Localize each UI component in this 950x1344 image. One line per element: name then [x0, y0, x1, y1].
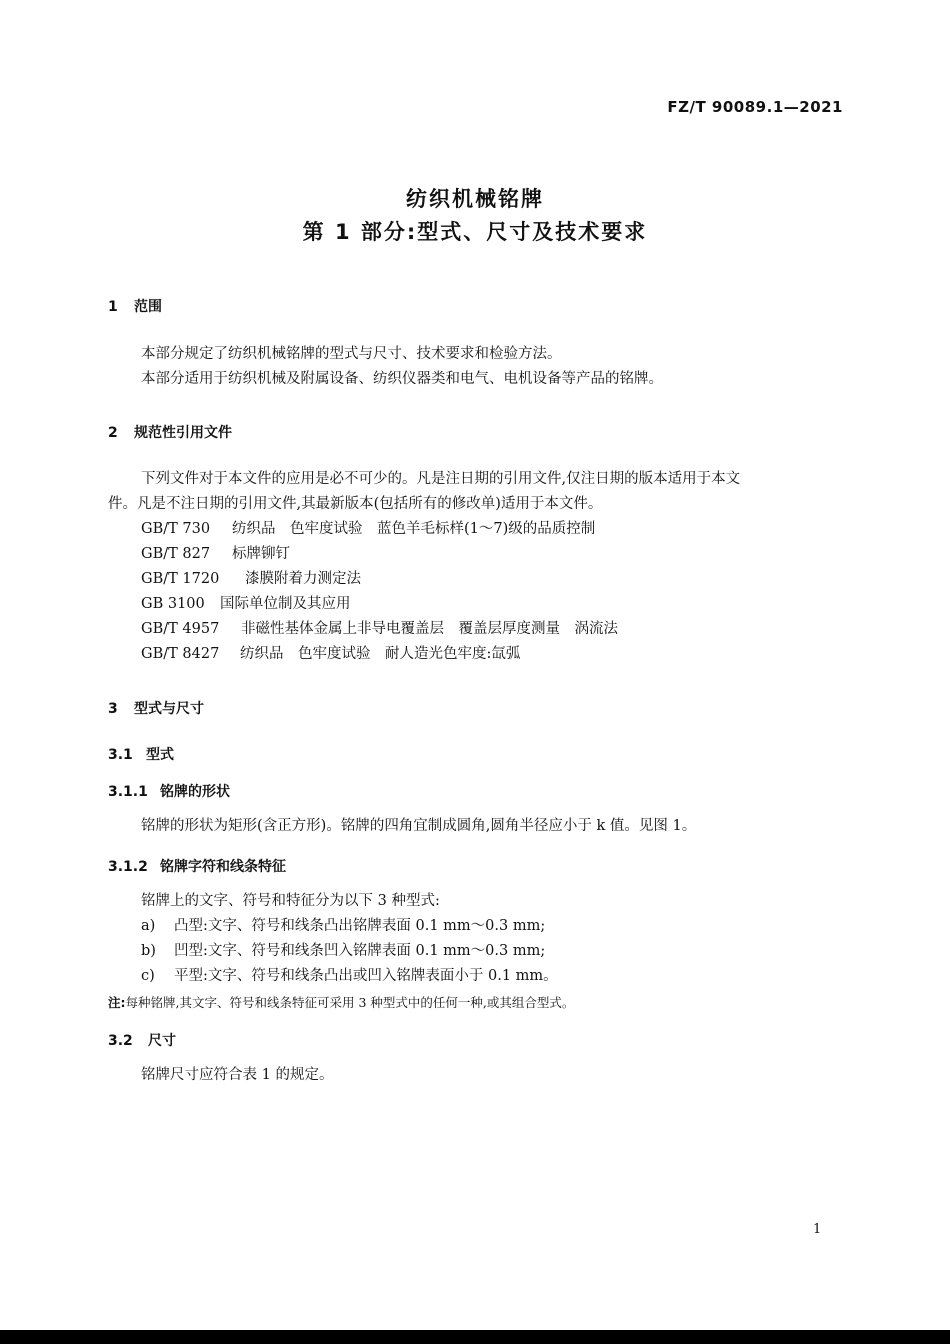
reference-title: 国际单位制及其应用 — [220, 596, 351, 612]
character-intro-paragraph: 铭牌上的文字、符号和特征分为以下 3 种型式: — [141, 893, 440, 909]
reference-code: GB 3100 — [141, 596, 205, 612]
normative-paragraph-line-1: 下列文件对于本文件的应用是必不可少的。凡是注日期的引用文件,仅注日期的版本适用于本文 — [141, 471, 741, 487]
note-label: 注: — [108, 995, 126, 1010]
reference-item — [141, 542, 290, 563]
reference-item — [141, 567, 361, 588]
reference-item — [141, 617, 618, 638]
list-marker: a) — [141, 918, 156, 934]
section-title: 铭牌的形状 — [160, 784, 230, 800]
section-number: 3.1 — [108, 747, 133, 763]
standard-code: FZ/T 90089.1—2021 — [667, 98, 843, 116]
section-number: 3.1.2 — [108, 859, 148, 875]
note — [108, 993, 574, 1011]
section-title: 铭牌字符和线条特征 — [160, 859, 286, 875]
reference-code: GB/T 827 — [141, 546, 211, 562]
section-3-2-heading — [108, 1030, 176, 1050]
bottom-border — [0, 1330, 950, 1344]
note-text: 每种铭牌,其文字、符号和线条特征可采用 3 种型式中的任何一种,或其组合型式。 — [125, 995, 575, 1010]
section-3-heading — [108, 698, 204, 718]
reference-title: 标牌铆钉 — [232, 546, 290, 562]
document-subtitle: 第 1 部分:型式、尺寸及技术要求 — [302, 220, 648, 244]
section-number: 3.2 — [108, 1033, 133, 1049]
reference-title: 纺织品 色牢度试验 蓝色羊毛标样(1～7)级的品质控制 — [232, 521, 596, 537]
list-item — [141, 939, 545, 960]
reference-code: GB/T 8427 — [141, 646, 220, 662]
normative-paragraph-line-2: 件。凡是不注日期的引用文件,其最新版本(包括所有的修改单)适用于本文件。 — [108, 496, 603, 512]
page-number: 1 — [813, 1222, 822, 1237]
section-number: 1 — [108, 299, 118, 315]
reference-item — [141, 592, 351, 613]
section-title: 规范性引用文件 — [134, 425, 232, 441]
reference-item — [141, 642, 520, 663]
scope-paragraph-1: 本部分规定了纺织机械铭牌的型式与尺寸、技术要求和检验方法。 — [141, 346, 562, 362]
reference-code: GB/T 1720 — [141, 571, 220, 587]
list-item — [141, 964, 558, 985]
section-3-1-2-heading — [108, 856, 286, 876]
section-2-heading — [108, 422, 232, 442]
list-marker: b) — [141, 943, 156, 959]
section-title: 范围 — [134, 299, 162, 315]
section-number: 3.1.1 — [108, 784, 148, 800]
reference-title: 漆膜附着力测定法 — [245, 571, 361, 587]
reference-code: GB/T 4957 — [141, 621, 220, 637]
reference-title: 非磁性基体金属上非导电覆盖层 覆盖层厚度测量 涡流法 — [241, 621, 618, 637]
section-title: 尺寸 — [148, 1033, 176, 1049]
list-text: 凸型:文字、符号和线条凸出铭牌表面 0.1 mm～0.3 mm; — [174, 918, 546, 934]
section-3-1-1-heading — [108, 781, 230, 801]
reference-code: GB/T 730 — [141, 521, 211, 537]
section-3-1-heading — [108, 744, 174, 764]
document-title: 纺织机械铭牌 — [406, 187, 544, 211]
size-paragraph: 铭牌尺寸应符合表 1 的规定。 — [141, 1067, 334, 1083]
reference-item — [141, 517, 595, 538]
shape-paragraph: 铭牌的形状为矩形(含正方形)。铭牌的四角宜制成圆角,圆角半径应小于 k 值。见图 1。 — [141, 818, 697, 834]
list-marker: c) — [141, 968, 155, 984]
list-item — [141, 914, 545, 935]
section-number: 3 — [108, 701, 118, 717]
section-1-heading — [108, 296, 162, 316]
section-number: 2 — [108, 425, 118, 441]
list-text: 平型:文字、符号和线条凸出或凹入铭牌表面小于 0.1 mm。 — [174, 968, 558, 984]
scope-paragraph-2: 本部分适用于纺织机械及附属设备、纺织仪器类和电气、电机设备等产品的铭牌。 — [141, 371, 663, 387]
reference-title: 纺织品 色牢度试验 耐人造光色牢度:氙弧 — [240, 646, 521, 662]
list-text: 凹型:文字、符号和线条凹入铭牌表面 0.1 mm～0.3 mm; — [174, 943, 546, 959]
section-title: 型式 — [146, 747, 174, 763]
section-title: 型式与尺寸 — [134, 701, 204, 717]
